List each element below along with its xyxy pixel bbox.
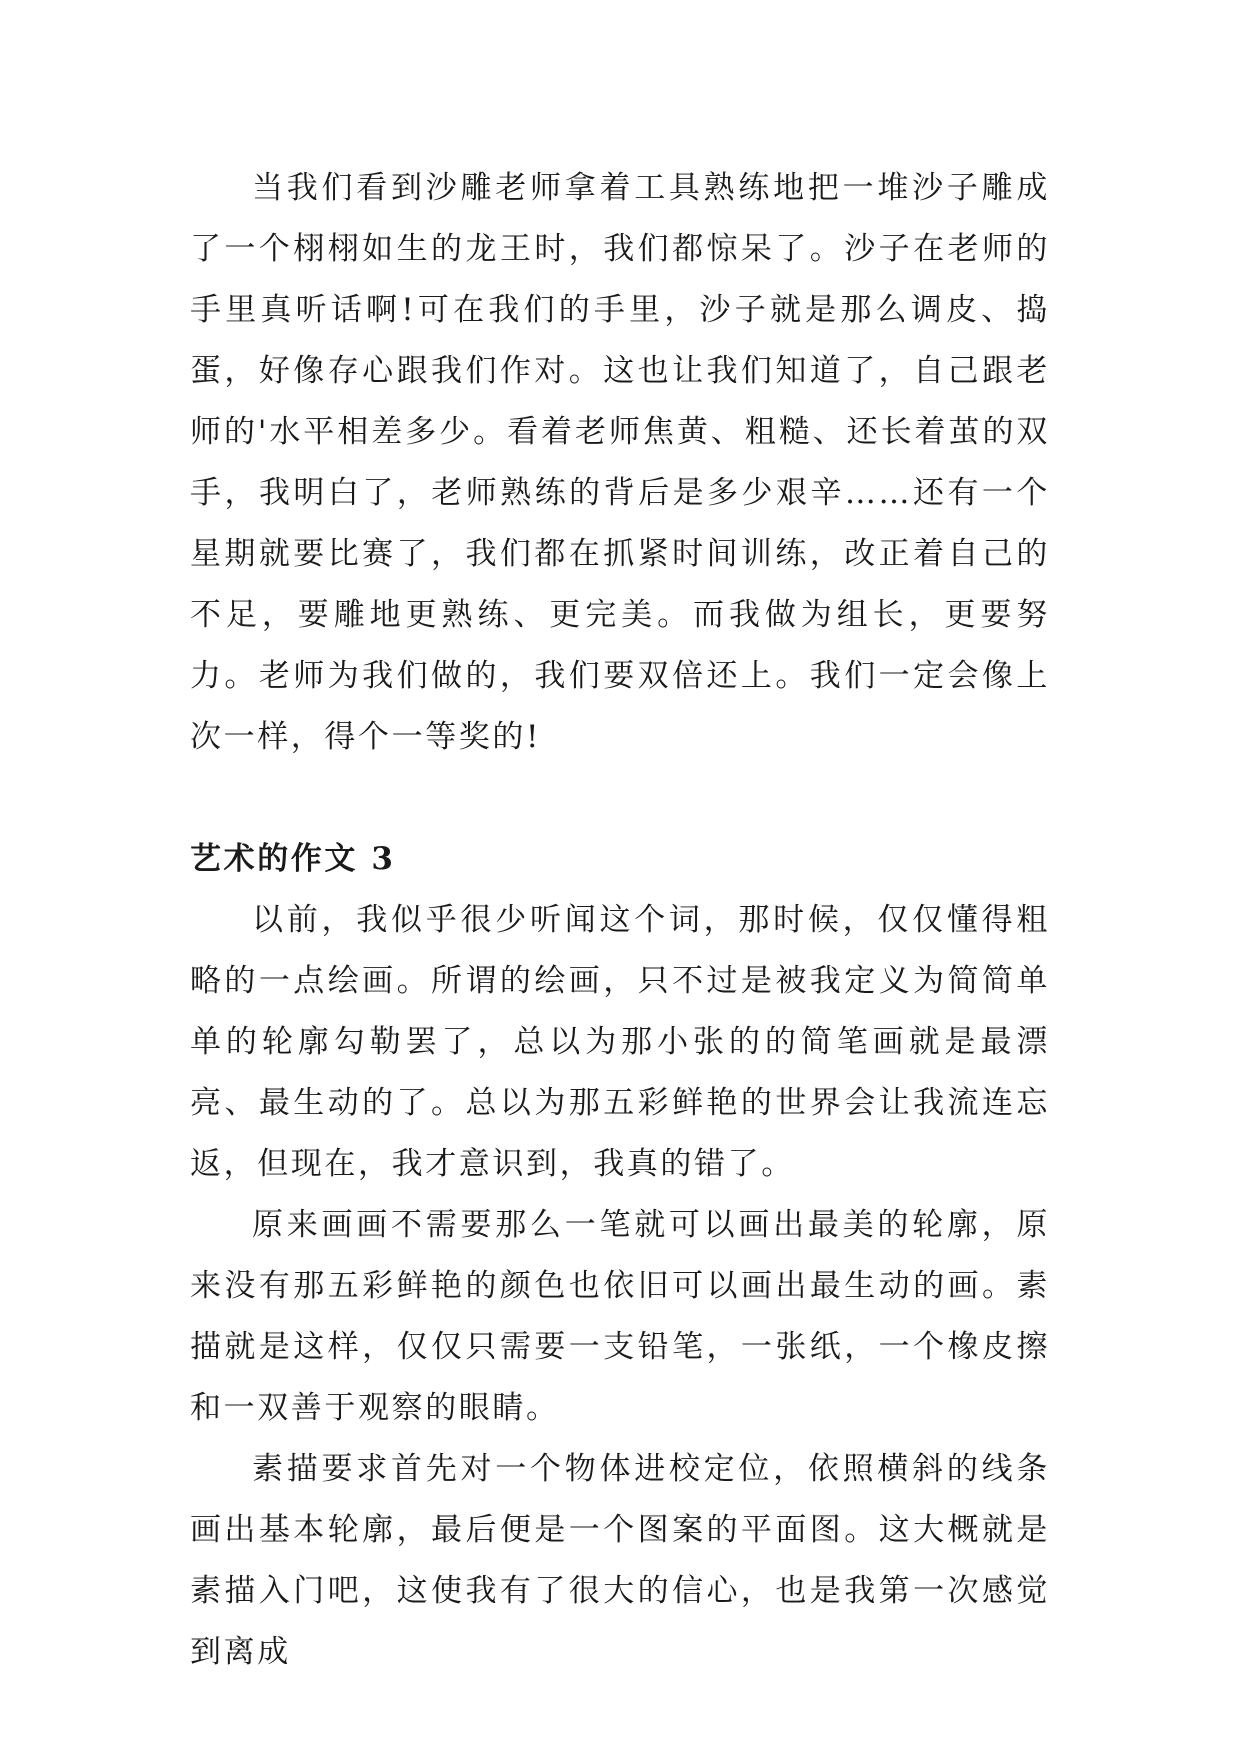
- paragraph-drawing: 原来画画不需要那么一笔就可以画出最美的轮廓，原来没有那五彩鲜艳的颜色也依旧可以画出最生动的画。素描就是这样，仅仅只需要一支铅笔，一张纸，一个橡皮擦和一双善于观察的眼睛。: [190, 1207, 1050, 1426]
- paragraph-intro: 以前，我似乎很少听闻这个词，那时候，仅仅懂得粗略的一点绘画。所谓的绘画，只不过是被我定义为简简单单的轮廓勾勒罢了，总以为那小张的的简笔画就是最漂亮、最生动的了。总以为那五彩鲜艳的世界会让我流连忘返，但现在，我才意识到，我真的错了。: [190, 902, 1050, 1182]
- paragraph-sketch: 素描要求首先对一个物体进校定位，依照横斜的线条画出基本轮廓，最后便是一个图案的平面图。这大概就是素描入门吧，这使我有了很大的信心，也是我第一次感觉到离成: [190, 1451, 1050, 1670]
- section-title: 艺术的作文 3: [190, 841, 396, 877]
- document-page: [190, 158, 1050, 1683]
- paragraph-sand-sculpture: 当我们看到沙雕老师拿着工具熟练地把一堆沙子雕成了一个栩栩如生的龙王时，我们都惊呆了。沙子在老师的手里真听话啊!可在我们的手里，沙子就是那么调皮、捣蛋，好像存心跟我们作对。这也让我们知道了，自己跟老师的'水平相差多少。看着老师焦黄、粗糙、还长着茧的双手，我明白了，老师熟练的背后是多少艰辛……还有一个星期就要比赛了，我们都在抓紧时间训练，改正着自己的不足，要雕地更熟练、更完美。而我做为组长，更要努力。老师为我们做的，我们要双倍还上。我们一定会像上次一样，得个一等奖的!: [190, 170, 1050, 755]
